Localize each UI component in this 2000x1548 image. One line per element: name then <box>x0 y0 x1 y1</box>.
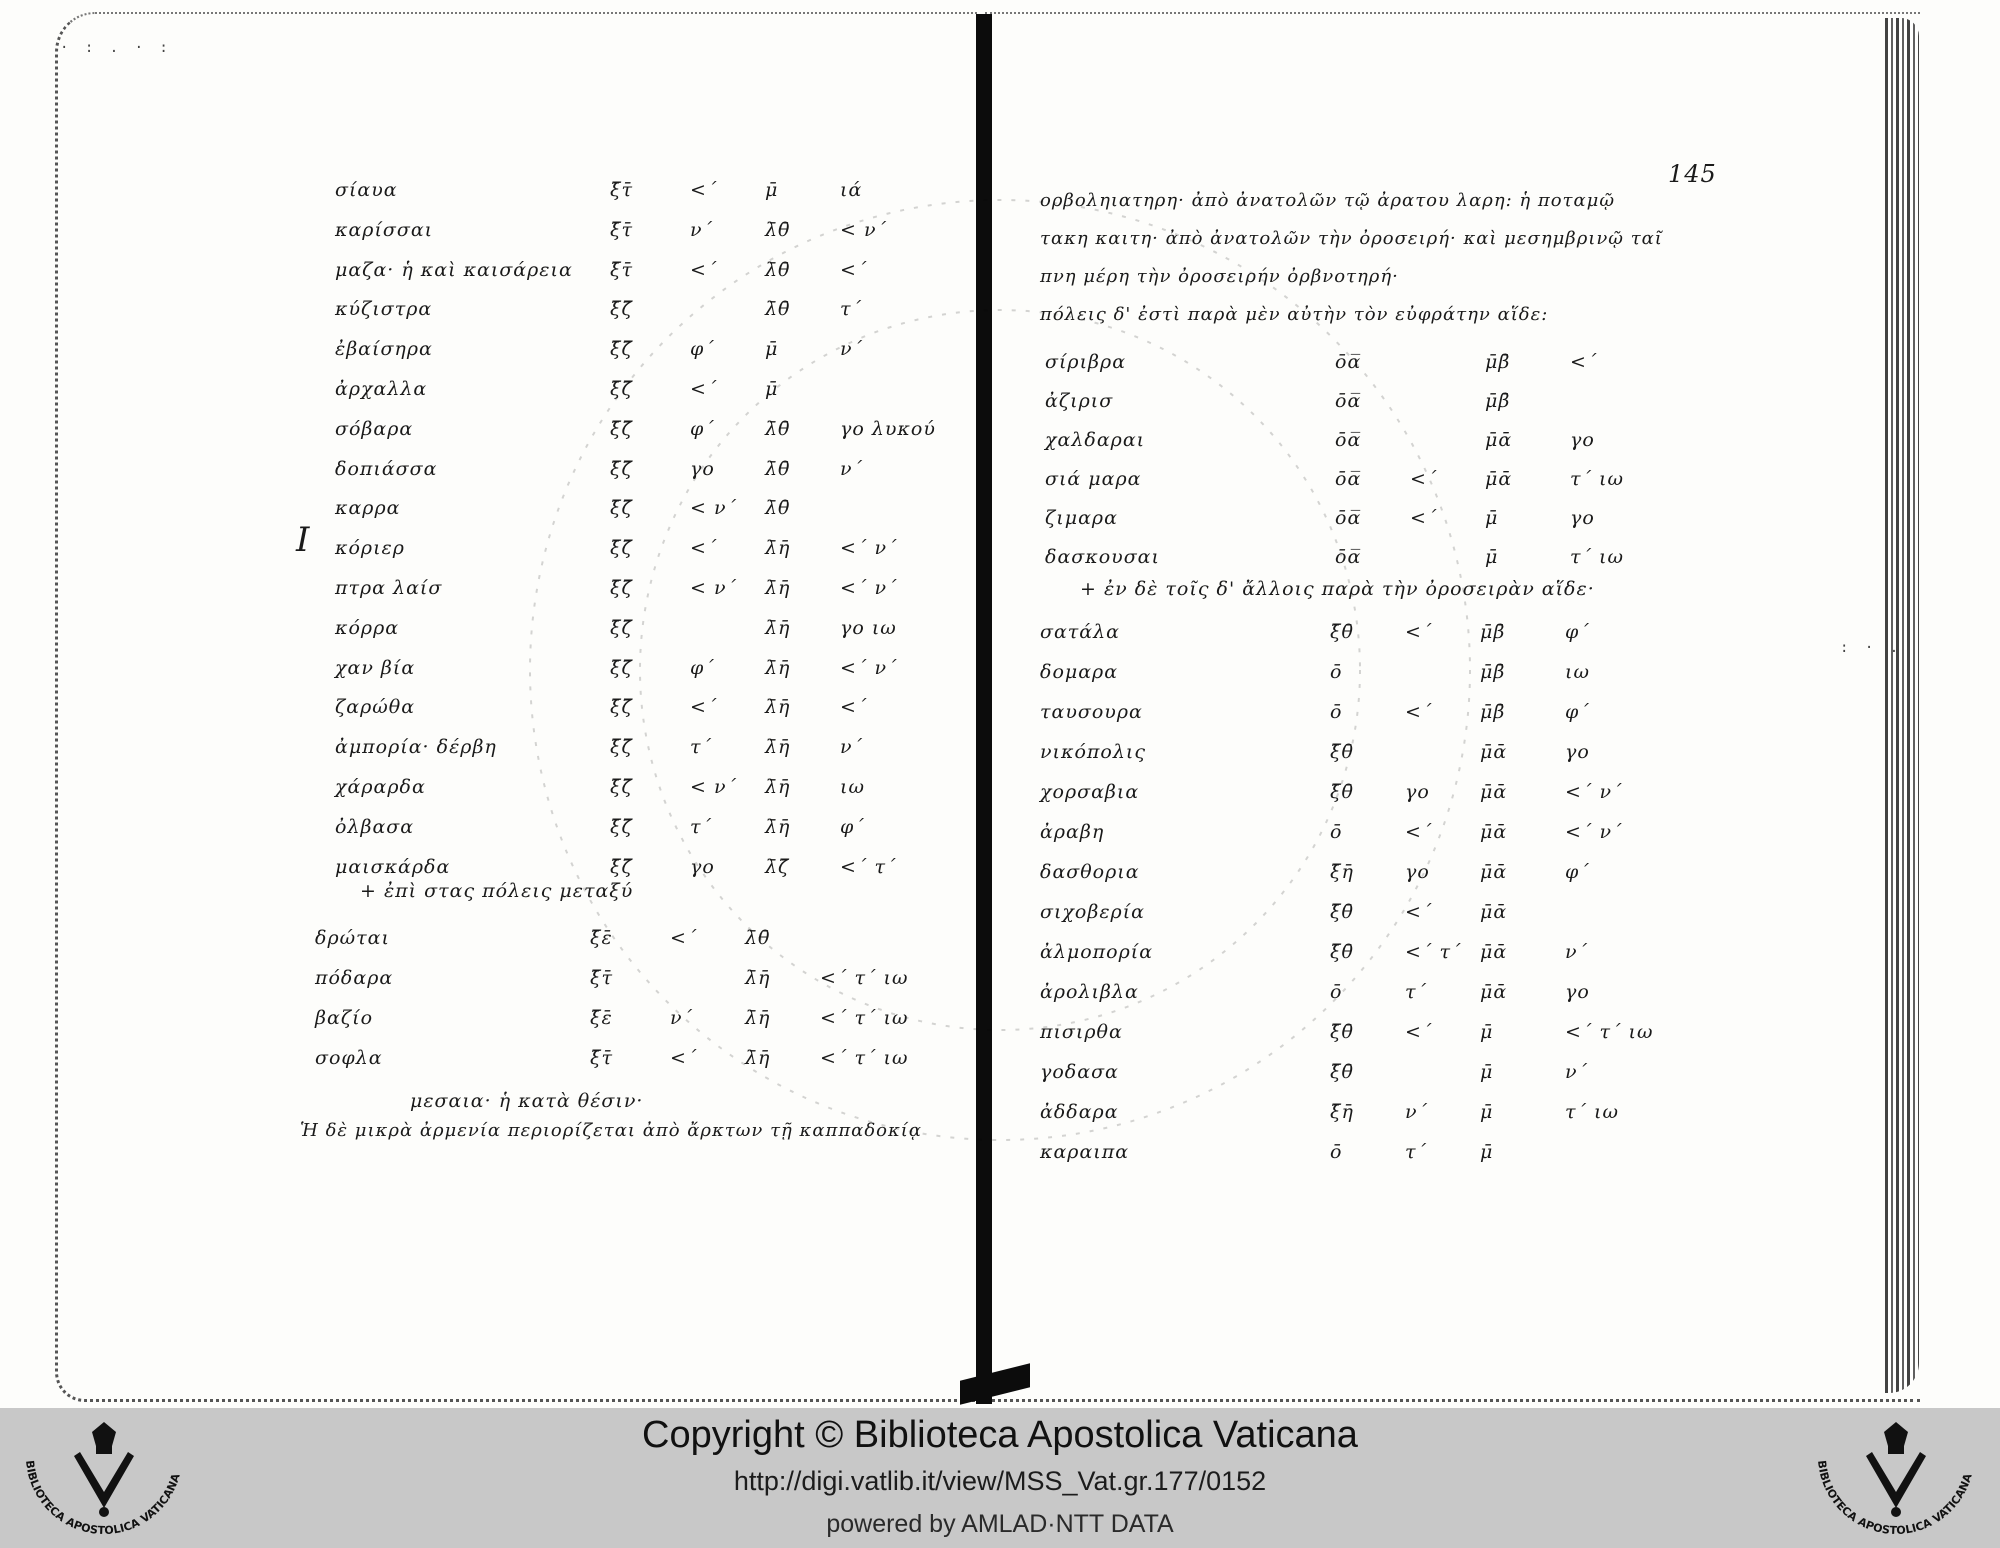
table-row <box>335 729 950 765</box>
coordinate-cell: <´ ν´ <box>840 656 898 679</box>
coordinate-cell: μ̄ᾱ <box>1480 981 1508 1003</box>
table-row <box>1040 974 1655 1010</box>
footer-bar <box>0 1408 2000 1548</box>
place-name: μαισκάρδα <box>335 855 451 878</box>
place-name: πόδαρα <box>315 967 394 989</box>
coordinate-cell: ο̄α̅ <box>1335 351 1362 373</box>
coordinate-cell: <´ τ´ ιω <box>820 1047 909 1069</box>
coordinate-cell: μ̄ <box>1480 1141 1494 1163</box>
coordinate-cell: μ̄ <box>1480 1021 1494 1043</box>
right-para-3: πνη μέρη τὴν ὀροσειρήν ὀρβνοτηρή· <box>1040 266 1399 287</box>
coordinate-cell: < ν´ <box>690 497 738 520</box>
table-row <box>1040 734 1655 770</box>
coordinate-cell: γο <box>1565 741 1590 763</box>
coordinate-cell: < ν´ <box>840 218 888 241</box>
coordinate-cell: ξ̄η̄ <box>1330 861 1354 883</box>
coordinate-cell: ξ̄τ̄ <box>590 1047 613 1069</box>
coordinate-cell: <´ <box>690 696 718 719</box>
coordinate-cell: ξ̄ε̄ <box>590 1007 613 1029</box>
edge-speckle: : · . <box>1840 640 1903 656</box>
coordinate-cell: μ̄ᾱ <box>1480 941 1508 963</box>
coordinate-cell: φ´ <box>690 656 715 679</box>
coordinate-cell: μ̄ᾱ <box>1485 468 1513 490</box>
coordinate-cell: μ̄ᾱ <box>1480 781 1508 803</box>
coordinate-cell: γο <box>1565 981 1590 1003</box>
place-name: ζαρώθα <box>335 696 416 719</box>
table-row <box>1040 614 1655 650</box>
place-name: σοφλα <box>315 1047 383 1069</box>
table-row <box>335 331 950 367</box>
coordinate-cell: μ̄ <box>765 179 779 201</box>
table-row <box>1045 422 1660 458</box>
coordinate-cell: ν´ <box>840 736 864 759</box>
table-row <box>1040 934 1655 970</box>
copyright-line: Copyright © Biblioteca Apostolica Vaticana <box>642 1414 1358 1456</box>
coordinate-cell: ο̄α̅ <box>1335 507 1362 529</box>
table-row <box>1045 461 1660 497</box>
coordinate-cell: ξ̄ζ̄ <box>610 338 633 361</box>
place-name: βαζίο <box>315 1007 374 1029</box>
table-row <box>1040 1094 1655 1130</box>
coordinate-cell: μ̄β̄ <box>1480 661 1506 683</box>
place-name: ἀρολιβλα <box>1040 981 1139 1003</box>
coordinate-cell: ξ̄ζ̄ <box>610 298 633 321</box>
coordinate-cell: ξ̄ζ̄ <box>610 577 633 599</box>
place-name: κύζιστρα <box>335 298 433 321</box>
table-row <box>1045 383 1660 419</box>
table-row <box>1040 814 1655 850</box>
coordinate-cell: μ̄ <box>765 378 779 400</box>
place-name: δοπιάσσα <box>335 457 438 480</box>
place-name: ἐβαίσηρα <box>335 338 433 361</box>
table-row <box>315 1040 930 1076</box>
coordinate-cell: <´ <box>840 258 868 281</box>
coordinate-cell: λ̄θ̄ <box>765 497 791 520</box>
coordinate-cell: ξ̄ε̄ <box>590 927 613 949</box>
vatican-library-emblem <box>1796 1416 1996 1542</box>
coordinate-cell: ξ̄ζ̄ <box>610 736 633 759</box>
coordinate-cell: <´ <box>670 1047 698 1069</box>
coordinate-cell: τ´ <box>1405 1141 1428 1163</box>
coordinate-cell: ο̄ <box>1330 661 1343 683</box>
coordinate-cell: <´ ν´ <box>840 537 898 560</box>
coordinate-cell: ξ̄θ̄ <box>1330 741 1354 763</box>
coordinate-cell: <´ <box>690 258 718 281</box>
coordinate-cell: <´ <box>1570 351 1598 373</box>
table-row <box>1040 1054 1655 1090</box>
coordinate-cell: ξ̄θ̄ <box>1330 1021 1354 1043</box>
coordinate-cell: γο <box>1570 429 1595 451</box>
coordinate-cell: ο̄α̅ <box>1335 390 1362 412</box>
coordinate-cell: τ´ ιω <box>1570 468 1624 490</box>
coordinate-cell: ν´ <box>840 338 864 361</box>
coordinate-cell: ξ̄ζ̄ <box>610 656 633 679</box>
coordinate-cell: ιω <box>1565 661 1590 683</box>
coordinate-cell: λ̄η̄ <box>765 815 791 838</box>
coordinate-cell: ο̄α̅ <box>1335 546 1362 568</box>
coordinate-cell: γο ιω <box>840 616 897 639</box>
coordinate-cell: ξ̄ζ̄ <box>610 696 633 719</box>
coordinate-cell: <´ <box>1405 901 1433 923</box>
coordinate-cell: τ´ <box>690 736 713 759</box>
place-name: σόβαρα <box>335 417 414 440</box>
coordinate-cell: ν´ <box>1405 1101 1429 1123</box>
coordinate-cell: ξ̄ζ̄ <box>610 616 633 639</box>
coordinate-cell: ιά <box>840 179 863 201</box>
place-name: κόριερ <box>335 537 405 560</box>
coordinate-cell: <´ ν´ <box>1565 781 1623 803</box>
coordinate-cell: μ̄ᾱ <box>1480 901 1508 923</box>
book-gutter <box>976 14 992 1404</box>
table-row <box>315 960 930 996</box>
coordinate-cell: γο <box>1570 507 1595 529</box>
left-line-b: Ἡ δὲ μικρὰ ἀρμενία περιορίζεται ἀπὸ ἄρκτων τῇ καππαδοκίᾳ <box>300 1120 923 1141</box>
right-para-2: τακη καιτη· ἀπὸ ἀνατολῶν τὴν ὀροσειρή· καὶ μεσημβρινῷ ταῖ <box>1040 228 1663 249</box>
coordinate-cell: <´ <box>1405 621 1433 643</box>
coordinate-cell: <´ <box>1410 507 1438 529</box>
svg-text:BIBLIOTECA APOSTOLICA VATICANA: BIBLIOTECA APOSTOLICA VATICANA <box>1815 1459 1975 1538</box>
coordinate-cell: λ̄η̄ <box>745 1047 771 1069</box>
coordinate-cell: μ̄β̄ <box>1480 621 1506 643</box>
coordinate-cell: γο λυκού <box>840 417 936 440</box>
table-row <box>1040 654 1655 690</box>
table-row <box>1040 854 1655 890</box>
place-name: ταυσουρα <box>1040 701 1143 723</box>
coordinate-cell: ιω <box>840 776 865 798</box>
table-row <box>335 291 950 327</box>
coordinate-cell: λ̄η̄ <box>765 577 791 599</box>
coordinate-cell: ξ̄τ̄ <box>610 258 633 281</box>
coordinate-cell: μ̄ᾱ <box>1480 861 1508 883</box>
place-name: σιά μαρα <box>1045 468 1142 490</box>
table-row <box>335 530 950 566</box>
table-row <box>1040 694 1655 730</box>
place-name: δομαρα <box>1040 661 1119 683</box>
powered-by: powered by AMLAD·NTT DATA <box>826 1510 1174 1538</box>
coordinate-cell: ξ̄ζ̄ <box>610 537 633 560</box>
coordinate-cell: ο̄ <box>1330 701 1343 723</box>
table-row <box>335 769 950 805</box>
place-name: σιχοβερία <box>1040 901 1146 923</box>
coordinate-cell: λ̄θ̄ <box>765 218 791 241</box>
coordinate-cell: <´ <box>670 927 698 949</box>
coordinate-cell: μ̄ <box>1480 1101 1494 1123</box>
coordinate-cell: λ̄η̄ <box>765 616 791 639</box>
place-name: χαλδαραι <box>1045 429 1146 451</box>
coordinate-cell: μ̄β̄ <box>1485 351 1511 373</box>
place-name: καρίσσαι <box>335 218 434 241</box>
table-row <box>335 411 950 447</box>
coordinate-cell: ξ̄ζ̄ <box>610 776 633 798</box>
coordinate-cell: λ̄η̄ <box>745 967 771 989</box>
coordinate-cell: μ̄ <box>1480 1061 1494 1083</box>
coordinate-cell: τ´ <box>690 815 713 838</box>
coordinate-cell: ξ̄ζ̄ <box>610 497 633 520</box>
coordinate-cell: τ´ <box>1405 981 1428 1003</box>
coordinate-cell: λ̄θ̄ <box>765 298 791 321</box>
right-para-4: πόλεις δ' ἐστὶ παρὰ μὲν αὐτὴν τὸν εὐφράτην αἵδε: <box>1040 304 1549 325</box>
table-row <box>315 920 930 956</box>
place-name: ἀλμοπορία <box>1040 941 1154 963</box>
place-name: κόρρα <box>335 616 400 639</box>
coordinate-cell: <´ <box>840 696 868 719</box>
table-row <box>335 212 950 248</box>
table-row <box>335 252 950 288</box>
table-row <box>335 689 950 725</box>
coordinate-cell: μ̄ᾱ <box>1480 821 1508 843</box>
table-row <box>335 610 950 646</box>
place-name: ἀραβη <box>1040 821 1105 843</box>
coordinate-cell: ξ̄ζ̄ <box>610 378 633 400</box>
place-name: δασθορια <box>1040 861 1140 883</box>
table-row <box>315 1000 930 1036</box>
coordinate-cell: φ´ <box>1565 861 1590 883</box>
coordinate-cell: μ̄ <box>1485 546 1499 568</box>
right-para-1: ορβοληιατηρη· ἀπὸ ἀνατολῶν τῷ ἀρατου λαρη: ἡ ποταμῷ <box>1040 190 1616 211</box>
coordinate-cell: λ̄η̄ <box>765 696 791 719</box>
coordinate-cell: λ̄ζ̄ <box>765 855 790 878</box>
coordinate-cell: <´ τ´ <box>1405 941 1462 963</box>
coordinate-cell: γο <box>690 457 715 480</box>
coordinate-cell: μ̄ᾱ <box>1485 429 1513 451</box>
place-name: ἀρχαλλα <box>335 378 428 400</box>
coordinate-cell: ο̄α̅ <box>1335 468 1362 490</box>
coordinate-cell: φ´ <box>690 417 715 440</box>
coordinate-cell: <´ <box>1405 821 1433 843</box>
edge-speckle: · : . · : <box>60 40 172 56</box>
coordinate-cell: γο <box>690 855 715 878</box>
coordinate-cell: φ´ <box>1565 701 1590 723</box>
coordinate-cell: λ̄θ̄ <box>765 258 791 281</box>
coordinate-cell: τ´ ιω <box>1565 1101 1619 1123</box>
coordinate-cell: ξ̄τ̄ <box>610 179 633 201</box>
right-heading: + ἐν δὲ τοῖς δ' ἄλλοις παρὰ τὴν ὀροσειρὰν αἵδε· <box>1080 578 1595 600</box>
coordinate-cell: λ̄θ̄ <box>765 417 791 440</box>
coordinate-cell: <´ τ´ ιω <box>820 967 909 989</box>
coordinate-cell: γο <box>1405 781 1430 803</box>
place-name: ἀμπορία· δέρβη <box>335 736 497 759</box>
place-name: ζιμαρα <box>1045 507 1118 529</box>
place-name: πτρα λαίσ <box>335 577 443 599</box>
table-row <box>335 172 950 208</box>
coordinate-cell: φ´ <box>690 338 715 361</box>
folio-number: 145 <box>1668 160 1717 188</box>
table-row <box>335 650 950 686</box>
place-name: δασκουσαι <box>1045 546 1160 568</box>
coordinate-cell: μ̄ᾱ <box>1480 741 1508 763</box>
left-line-a: μεσαια· ἡ κατὰ θέσιν· <box>410 1090 644 1112</box>
place-name: ἀζιρισ <box>1045 390 1114 412</box>
table-row <box>335 371 950 407</box>
coordinate-cell: ν´ <box>1565 1061 1589 1083</box>
place-name: καρρα <box>335 497 401 520</box>
table-row <box>1040 1014 1655 1050</box>
coordinate-cell: φ´ <box>840 815 865 838</box>
coordinate-cell: < ν´ <box>690 776 738 798</box>
place-name: χαν βία <box>335 656 416 679</box>
coordinate-cell: ξ̄ζ̄ <box>610 417 633 440</box>
table-row <box>335 490 950 526</box>
coordinate-cell: μ̄β̄ <box>1485 390 1511 412</box>
coordinate-cell: λ̄η̄ <box>765 736 791 759</box>
coordinate-cell: <´ <box>1410 468 1438 490</box>
place-name: ἀδδαρα <box>1040 1101 1119 1123</box>
coordinate-cell: ξ̄θ̄ <box>1330 781 1354 803</box>
coordinate-cell: ξ̄θ̄ <box>1330 941 1354 963</box>
coordinate-cell: <´ ν´ <box>1565 821 1623 843</box>
coordinate-cell: <´ <box>1405 701 1433 723</box>
place-name: χάραρδα <box>335 776 426 798</box>
coordinate-cell: ξ̄ζ̄ <box>610 457 633 480</box>
table-row <box>1040 774 1655 810</box>
place-name: μαζα· ἡ καὶ καισάρεια <box>335 258 573 281</box>
coordinate-cell: ν´ <box>1565 941 1589 963</box>
left-heading: + ἐπὶ στας πόλεις μεταξύ <box>360 880 634 902</box>
coordinate-cell: λ̄θ̄ <box>765 457 791 480</box>
coordinate-cell: λ̄η̄ <box>765 537 791 560</box>
coordinate-cell: <´ <box>1405 1021 1433 1043</box>
table-row <box>335 809 950 845</box>
coordinate-cell: ξ̄ζ̄ <box>610 855 633 878</box>
coordinate-cell: ο̄ <box>1330 981 1343 1003</box>
coordinate-cell: <´ ν´ <box>840 577 898 599</box>
coordinate-cell: ξ̄θ̄ <box>1330 621 1354 643</box>
coordinate-cell: < ν´ <box>690 577 738 599</box>
table-row <box>335 451 950 487</box>
place-name: ὀλβασα <box>335 815 415 838</box>
coordinate-cell: ν´ <box>690 218 714 241</box>
coordinate-cell: μ̄ <box>1485 507 1499 529</box>
margin-mark: Ι <box>296 520 311 560</box>
page-edge <box>1885 18 1919 1393</box>
place-name: καραιπα <box>1040 1141 1130 1163</box>
coordinate-cell: τ´ <box>840 298 863 321</box>
table-row <box>1045 344 1660 380</box>
coordinate-cell: λ̄η̄ <box>765 656 791 679</box>
coordinate-cell: ξ̄ζ̄ <box>610 815 633 838</box>
svg-text:BIBLIOTECA APOSTOLICA VATICANA: BIBLIOTECA APOSTOLICA VATICANA <box>23 1459 183 1538</box>
table-row <box>1045 500 1660 536</box>
coordinate-cell: <´ τ´ ιω <box>1565 1021 1654 1043</box>
coordinate-cell: <´ <box>690 537 718 560</box>
place-name: σίαυα <box>335 179 398 201</box>
table-row <box>1045 539 1660 575</box>
coordinate-cell: ξ̄τ̄ <box>590 967 613 989</box>
coordinate-cell: <´ τ´ <box>840 855 897 878</box>
coordinate-cell: ο̄α̅ <box>1335 429 1362 451</box>
coordinate-cell: λ̄η̄ <box>765 776 791 798</box>
coordinate-cell: ξ̄η̄ <box>1330 1101 1354 1123</box>
place-name: σίριβρα <box>1045 351 1127 373</box>
coordinate-cell: ξ̄θ̄ <box>1330 901 1354 923</box>
coordinate-cell: τ´ ιω <box>1570 546 1624 568</box>
coordinate-cell: ξ̄θ̄ <box>1330 1061 1354 1083</box>
coordinate-cell: ξ̄τ̄ <box>610 218 633 241</box>
place-name: γοδασα <box>1040 1061 1119 1083</box>
place-name: δρώται <box>315 927 390 949</box>
coordinate-cell: ν´ <box>840 457 864 480</box>
coordinate-cell: <´ <box>690 179 718 201</box>
coordinate-cell: γο <box>1405 861 1430 883</box>
coordinate-cell: μ̄ <box>765 338 779 361</box>
place-name: πισιρθα <box>1040 1021 1123 1043</box>
coordinate-cell: ο̄ <box>1330 821 1343 843</box>
table-row <box>1040 1134 1655 1170</box>
source-url[interactable]: http://digi.vatlib.it/view/MSS_Vat.gr.177/0152 <box>733 1466 1267 1496</box>
coordinate-cell: <´ <box>690 378 718 400</box>
place-name: νικόπολις <box>1040 741 1146 763</box>
place-name: σατάλα <box>1040 621 1121 643</box>
place-name: χορσαβια <box>1040 781 1140 803</box>
coordinate-cell: ν´ <box>670 1007 694 1029</box>
table-row <box>1040 894 1655 930</box>
coordinate-cell: μ̄β̄ <box>1480 701 1506 723</box>
table-row <box>335 570 950 606</box>
coordinate-cell: φ´ <box>1565 621 1590 643</box>
coordinate-cell: <´ τ´ ιω <box>820 1007 909 1029</box>
coordinate-cell: λ̄η̄ <box>745 1007 771 1029</box>
coordinate-cell: λ̄θ̄ <box>745 927 771 949</box>
coordinate-cell: ο̄ <box>1330 1141 1343 1163</box>
